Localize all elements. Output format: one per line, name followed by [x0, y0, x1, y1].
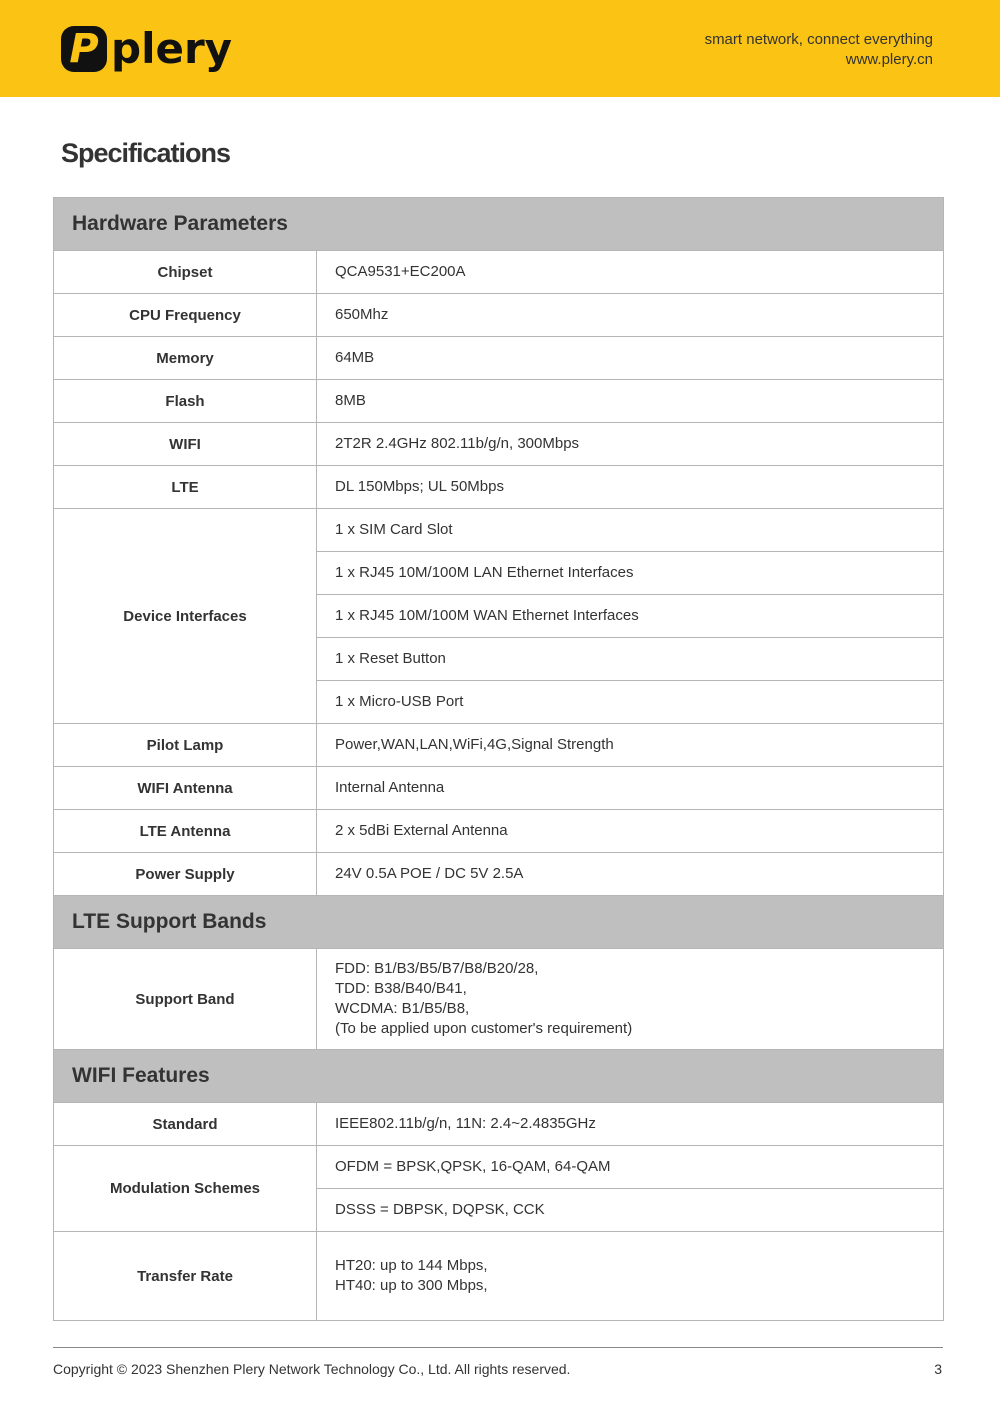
spec-row-modulation	[54, 1146, 944, 1189]
spec-value: Power,WAN,LAN,WiFi,4G,Signal Strength	[317, 724, 944, 767]
header-website: www.plery.cn	[845, 51, 933, 68]
band-line: TDD: B38/B40/B41,	[335, 980, 467, 997]
spec-label: WIFI Antenna	[54, 767, 317, 810]
spec-value-multiline	[317, 1232, 944, 1321]
spec-value: 2 x 5dBi External Antenna	[317, 810, 944, 853]
spec-value: 64MB	[317, 337, 944, 380]
spec-value: QCA9531+EC200A	[317, 251, 944, 294]
spec-value: 1 x RJ45 10M/100M WAN Ethernet Interfaces	[317, 595, 944, 638]
spec-row	[54, 380, 944, 423]
spec-row-transfer-rate	[54, 1232, 944, 1321]
spec-value: 8MB	[317, 380, 944, 423]
page-title: Specifications	[61, 138, 231, 168]
spec-row	[54, 251, 944, 294]
spec-value: 1 x Micro-USB Port	[317, 681, 944, 724]
spec-label: LTE	[54, 466, 317, 509]
spec-row	[54, 294, 944, 337]
section-header-lte	[54, 896, 944, 949]
spec-label: Pilot Lamp	[54, 724, 317, 767]
spec-label: Device Interfaces	[54, 509, 317, 724]
spec-row-support-band	[54, 949, 944, 1050]
page-number: 3	[934, 1361, 942, 1377]
spec-row-interfaces	[54, 509, 944, 552]
spec-value-multiline	[317, 949, 944, 1050]
spec-row	[54, 724, 944, 767]
spec-value: DL 150Mbps; UL 50Mbps	[317, 466, 944, 509]
page-header	[0, 0, 1000, 97]
band-line: (To be applied upon customer's requirement)	[335, 1020, 633, 1037]
section-title: WIFI Features	[54, 1050, 944, 1103]
section-header-hardware	[54, 198, 944, 251]
spec-label: Transfer Rate	[54, 1232, 317, 1321]
spec-label: Power Supply	[54, 853, 317, 896]
spec-row	[54, 767, 944, 810]
spec-value: 1 x RJ45 10M/100M LAN Ethernet Interfaces	[317, 552, 944, 595]
spec-label: Chipset	[54, 251, 317, 294]
band-line: WCDMA: B1/B5/B8,	[335, 1000, 470, 1017]
brand-logo	[61, 26, 232, 72]
spec-label: Modulation Schemes	[54, 1146, 317, 1232]
specifications-table	[53, 197, 944, 1321]
section-title: Hardware Parameters	[54, 198, 944, 251]
section-header-wifi	[54, 1050, 944, 1103]
spec-value: 24V 0.5A POE / DC 5V 2.5A	[317, 853, 944, 896]
header-tagline: smart network, connect everything	[704, 31, 933, 48]
footer-copyright: Copyright © 2023 Shenzhen Plery Network Technology Co., Ltd. All rights reserved.	[53, 1361, 571, 1377]
brand-name: plery	[111, 24, 233, 73]
spec-row	[54, 853, 944, 896]
spec-label: WIFI	[54, 423, 317, 466]
spec-value: 1 x SIM Card Slot	[317, 509, 944, 552]
header-tagline-block	[705, 30, 933, 70]
spec-value: 1 x Reset Button	[317, 638, 944, 681]
spec-row	[54, 1103, 944, 1146]
spec-value: Internal Antenna	[317, 767, 944, 810]
footer-divider	[53, 1347, 943, 1348]
spec-label: Memory	[54, 337, 317, 380]
spec-value: 650Mhz	[317, 294, 944, 337]
spec-row	[54, 810, 944, 853]
spec-label: CPU Frequency	[54, 294, 317, 337]
section-title: LTE Support Bands	[54, 896, 944, 949]
rate-line: HT40: up to 300 Mbps,	[335, 1277, 488, 1294]
spec-value: DSSS = DBPSK, DQPSK, CCK	[317, 1189, 944, 1232]
band-line: FDD: B1/B3/B5/B7/B8/B20/28,	[335, 960, 539, 977]
spec-value: 2T2R 2.4GHz 802.11b/g/n, 300Mbps	[317, 423, 944, 466]
spec-label: Flash	[54, 380, 317, 423]
spec-label: LTE Antenna	[54, 810, 317, 853]
spec-label: Standard	[54, 1103, 317, 1146]
logo-mark-icon	[61, 26, 107, 72]
spec-value: OFDM = BPSK,QPSK, 16-QAM, 64-QAM	[317, 1146, 944, 1189]
spec-label: Support Band	[54, 949, 317, 1050]
spec-row	[54, 423, 944, 466]
logo-letter: P	[69, 26, 99, 72]
spec-row	[54, 466, 944, 509]
spec-value: IEEE802.11b/g/n, 11N: 2.4~2.4835GHz	[317, 1103, 944, 1146]
rate-line: HT20: up to 144 Mbps,	[335, 1257, 488, 1274]
spec-row	[54, 337, 944, 380]
